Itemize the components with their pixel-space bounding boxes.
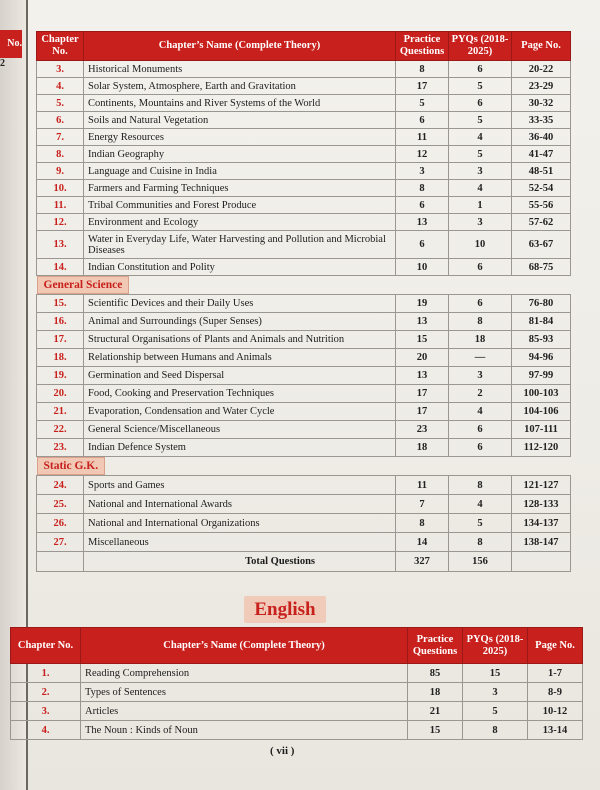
table-row	[37, 514, 571, 533]
en-header-chapter-name: Chapter’s Name (Complete Theory)	[81, 628, 408, 664]
english-section-title: English	[244, 596, 326, 623]
practice-count: 10	[396, 259, 449, 276]
chapter-name: Types of Sentences	[81, 683, 408, 702]
pyq-count: 5	[463, 702, 528, 721]
table-row	[37, 197, 571, 214]
practice-count: 8	[396, 180, 449, 197]
table-row	[37, 214, 571, 231]
chapter-number: 8.	[37, 146, 84, 163]
page-range: 30-32	[512, 95, 571, 112]
table-row	[37, 112, 571, 129]
page-range: 10-12	[528, 702, 583, 721]
practice-count: 18	[396, 439, 449, 457]
contents-table	[36, 31, 571, 572]
en-header-pyqs: PYQs (2018-2025)	[463, 628, 528, 664]
header-page-no: Page No.	[512, 32, 571, 61]
chapter-number: 22.	[37, 421, 84, 439]
page-range: 104-106	[512, 403, 571, 421]
en-header-page-no: Page No.	[528, 628, 583, 664]
pyq-count: 3	[449, 163, 512, 180]
table-row	[37, 78, 571, 95]
table-row	[37, 385, 571, 403]
practice-count: 8	[396, 514, 449, 533]
table-row	[37, 259, 571, 276]
chapter-number: 26.	[37, 514, 84, 533]
chapter-name: Water in Everyday Life, Water Harvesting and Pollution and Microbial Diseases	[84, 231, 396, 259]
chapter-number: 1.	[11, 664, 81, 683]
page-range: 23-29	[512, 78, 571, 95]
practice-count: 19	[396, 295, 449, 313]
page-range: 112-120	[512, 439, 571, 457]
table-row	[11, 702, 583, 721]
chapter-name: Farmers and Farming Techniques	[84, 180, 396, 197]
page-number: ( vii )	[270, 745, 295, 757]
table-row	[37, 313, 571, 331]
section-label-static-gk: Static G.K.	[37, 457, 106, 475]
pyq-count: 6	[449, 259, 512, 276]
pyq-count: 3	[449, 367, 512, 385]
practice-count: 6	[396, 231, 449, 259]
page-range: 63-67	[512, 231, 571, 259]
table-body-english	[11, 664, 583, 740]
chapter-number: 20.	[37, 385, 84, 403]
table-body-social-studies	[37, 61, 571, 276]
header-practice-questions: Practice Questions	[396, 32, 449, 61]
chapter-name: Germination and Seed Dispersal	[84, 367, 396, 385]
pyq-count: 18	[449, 331, 512, 349]
page-range: 41-47	[512, 146, 571, 163]
pyq-count: 1	[449, 197, 512, 214]
pyq-count: 6	[449, 421, 512, 439]
chapter-number: 25.	[37, 495, 84, 514]
pyq-count: 6	[449, 439, 512, 457]
pyq-count: 4	[449, 403, 512, 421]
chapter-name: Soils and Natural Vegetation	[84, 112, 396, 129]
chapter-name: Structural Organisations of Plants and Animals and Nutrition	[84, 331, 396, 349]
practice-count: 6	[396, 112, 449, 129]
pyq-count: 4	[449, 495, 512, 514]
table-row	[11, 664, 583, 683]
chapter-number: 14.	[37, 259, 84, 276]
page-range: 81-84	[512, 313, 571, 331]
chapter-number: 2.	[11, 683, 81, 702]
page-range: 33-35	[512, 112, 571, 129]
table-row	[37, 129, 571, 146]
pyq-count: 5	[449, 514, 512, 533]
page-range: 134-137	[512, 514, 571, 533]
page-range: 76-80	[512, 295, 571, 313]
page-range: 94-96	[512, 349, 571, 367]
table-row	[37, 403, 571, 421]
page-range: 68-75	[512, 259, 571, 276]
page-range: 121-127	[512, 476, 571, 495]
chapter-name: Energy Resources	[84, 129, 396, 146]
chapter-number: 4.	[37, 78, 84, 95]
chapter-name: General Science/Miscellaneous	[84, 421, 396, 439]
page-range: 97-99	[512, 367, 571, 385]
chapter-name: Indian Constitution and Polity	[84, 259, 396, 276]
chapter-name: Relationship between Humans and Animals	[84, 349, 396, 367]
page-range: 100-103	[512, 385, 571, 403]
chapter-number: 5.	[37, 95, 84, 112]
chapter-number: 21.	[37, 403, 84, 421]
pyq-count: 10	[449, 231, 512, 259]
chapter-number: 15.	[37, 295, 84, 313]
table-row	[37, 295, 571, 313]
chapter-number: 24.	[37, 476, 84, 495]
table-body-general-science	[37, 295, 571, 457]
chapter-number: 6.	[37, 112, 84, 129]
en-header-chapter-no: Chapter No.	[11, 628, 81, 664]
total-row	[37, 552, 571, 572]
practice-count: 12	[396, 146, 449, 163]
table-row	[37, 421, 571, 439]
practice-count: 85	[408, 664, 463, 683]
chapter-number: 4.	[11, 721, 81, 740]
page-range: 138-147	[512, 533, 571, 552]
practice-count: 15	[396, 331, 449, 349]
header-chapter-name: Chapter’s Name (Complete Theory)	[84, 32, 396, 61]
pyq-count: 4	[449, 129, 512, 146]
pyq-count: 5	[449, 112, 512, 129]
table-body-static-gk	[37, 476, 571, 552]
table-row	[37, 495, 571, 514]
chapter-name: Indian Geography	[84, 146, 396, 163]
page-range: 128-133	[512, 495, 571, 514]
chapter-number: 16.	[37, 313, 84, 331]
chapter-name: Historical Monuments	[84, 61, 396, 78]
chapter-name: Solar System, Atmosphere, Earth and Gravitation	[84, 78, 396, 95]
page-range: 1-7	[528, 664, 583, 683]
chapter-name: Reading Comprehension	[81, 664, 408, 683]
chapter-name: Tribal Communities and Forest Produce	[84, 197, 396, 214]
practice-count: 5	[396, 95, 449, 112]
page-range: 48-51	[512, 163, 571, 180]
pyq-count: 6	[449, 95, 512, 112]
chapter-name: Miscellaneous	[84, 533, 396, 552]
chapter-number: 11.	[37, 197, 84, 214]
table-row	[11, 683, 583, 702]
pyq-count: 5	[449, 78, 512, 95]
practice-count: 15	[408, 721, 463, 740]
practice-count: 17	[396, 385, 449, 403]
en-header-practice-questions: Practice Questions	[408, 628, 463, 664]
pyq-count: 4	[449, 180, 512, 197]
chapter-name: Food, Cooking and Preservation Techniques	[84, 385, 396, 403]
practice-count: 13	[396, 214, 449, 231]
chapter-number: 19.	[37, 367, 84, 385]
english-header-row	[11, 628, 583, 664]
table-row	[37, 349, 571, 367]
section-static-gk	[37, 457, 571, 476]
pyq-count: 8	[463, 721, 528, 740]
chapter-number: 12.	[37, 214, 84, 231]
header-chapter-no: Chapter No.	[37, 32, 84, 61]
table-row	[37, 331, 571, 349]
pyq-count: 3	[449, 214, 512, 231]
practice-count: 7	[396, 495, 449, 514]
chapter-name: National and International Awards	[84, 495, 396, 514]
page-range: 107-111	[512, 421, 571, 439]
chapter-number: 3.	[37, 61, 84, 78]
pyq-count: 3	[463, 683, 528, 702]
chapter-number: 18.	[37, 349, 84, 367]
page-range: 36-40	[512, 129, 571, 146]
practice-count: 13	[396, 313, 449, 331]
chapter-number: 3.	[11, 702, 81, 721]
practice-count: 6	[396, 197, 449, 214]
header-pyqs: PYQs (2018-2025)	[449, 32, 512, 61]
page-range: 20-22	[512, 61, 571, 78]
page-range: 13-14	[528, 721, 583, 740]
table-row	[37, 163, 571, 180]
section-general-science	[37, 276, 571, 295]
adjacent-page-header: No.	[0, 30, 22, 58]
table-header-row	[37, 32, 571, 61]
chapter-number: 27.	[37, 533, 84, 552]
table-row	[37, 231, 571, 259]
practice-count: 18	[408, 683, 463, 702]
table-row	[37, 95, 571, 112]
table-row	[37, 533, 571, 552]
pyq-count: 5	[449, 146, 512, 163]
chapter-number: 17.	[37, 331, 84, 349]
chapter-number: 9.	[37, 163, 84, 180]
pyq-count: 8	[449, 313, 512, 331]
page-range: 8-9	[528, 683, 583, 702]
practice-count: 11	[396, 129, 449, 146]
chapter-name: Articles	[81, 702, 408, 721]
table-row	[37, 61, 571, 78]
practice-count: 21	[408, 702, 463, 721]
practice-count: 13	[396, 367, 449, 385]
adjacent-page-number: 2	[0, 58, 5, 69]
pyq-count: 2	[449, 385, 512, 403]
table-row	[37, 180, 571, 197]
chapter-name: Scientific Devices and their Daily Uses	[84, 295, 396, 313]
chapter-name: Sports and Games	[84, 476, 396, 495]
chapter-number: 23.	[37, 439, 84, 457]
page-range: 57-62	[512, 214, 571, 231]
page-range: 85-93	[512, 331, 571, 349]
practice-count: 17	[396, 78, 449, 95]
book-page	[17, 0, 600, 790]
chapter-name: Evaporation, Condensation and Water Cycle	[84, 403, 396, 421]
practice-count: 20	[396, 349, 449, 367]
page-range: 55-56	[512, 197, 571, 214]
pyq-count: 6	[449, 295, 512, 313]
total-label: Total Questions	[84, 552, 396, 572]
total-pyqs: 156	[449, 552, 512, 572]
section-label-general-science: General Science	[37, 276, 130, 294]
pyq-count: 15	[463, 664, 528, 683]
chapter-name: Continents, Mountains and River Systems of the World	[84, 95, 396, 112]
practice-count: 11	[396, 476, 449, 495]
chapter-number: 10.	[37, 180, 84, 197]
pyq-count: —	[449, 349, 512, 367]
table-row	[37, 367, 571, 385]
pyq-count: 8	[449, 476, 512, 495]
practice-count: 8	[396, 61, 449, 78]
chapter-name: Environment and Ecology	[84, 214, 396, 231]
practice-count: 23	[396, 421, 449, 439]
chapter-number: 13.	[37, 231, 84, 259]
table-row	[37, 439, 571, 457]
chapter-name: National and International Organizations	[84, 514, 396, 533]
pyq-count: 6	[449, 61, 512, 78]
practice-count: 14	[396, 533, 449, 552]
english-contents-table	[10, 627, 583, 740]
page-range: 52-54	[512, 180, 571, 197]
practice-count: 17	[396, 403, 449, 421]
table-row	[37, 476, 571, 495]
table-row	[11, 721, 583, 740]
practice-count: 3	[396, 163, 449, 180]
chapter-name: Animal and Surroundings (Super Senses)	[84, 313, 396, 331]
chapter-name: Language and Cuisine in India	[84, 163, 396, 180]
total-practice: 327	[396, 552, 449, 572]
chapter-name: Indian Defence System	[84, 439, 396, 457]
pyq-count: 8	[449, 533, 512, 552]
chapter-name: The Noun : Kinds of Noun	[81, 721, 408, 740]
chapter-number: 7.	[37, 129, 84, 146]
table-row	[37, 146, 571, 163]
